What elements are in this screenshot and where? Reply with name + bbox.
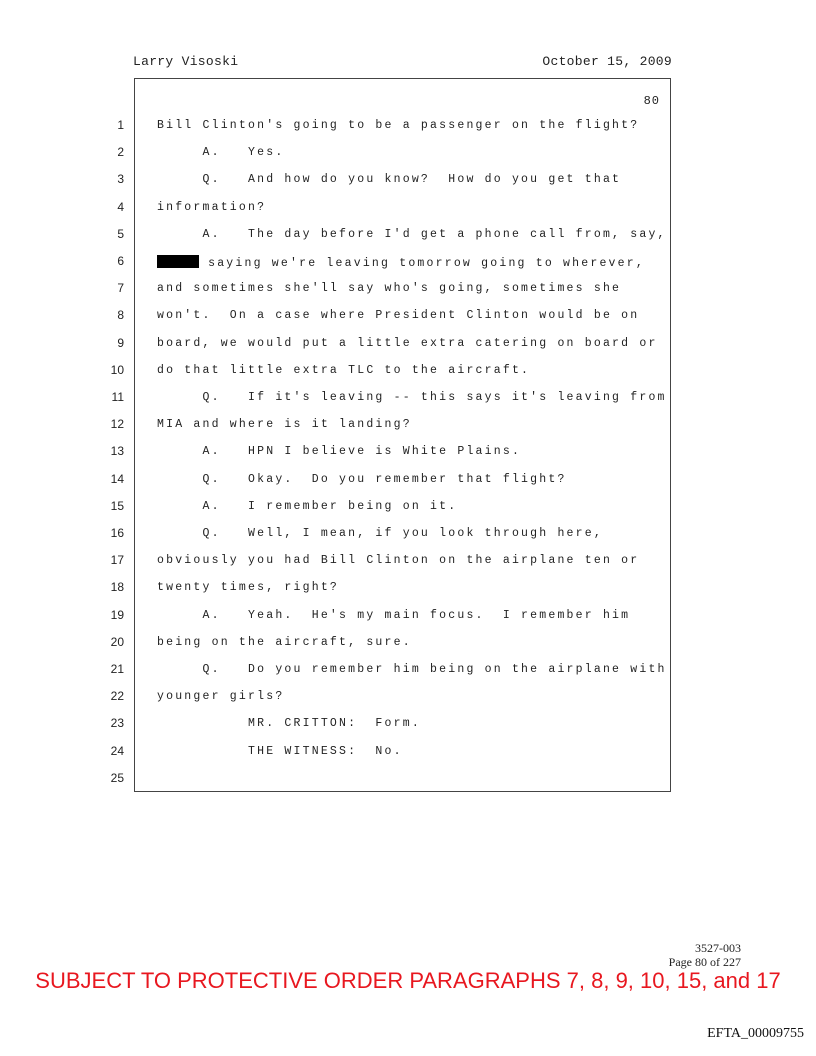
transcript-line: A. The day before I'd get a phone call from, say, <box>157 228 667 241</box>
line-number: 2 <box>117 145 124 159</box>
transcript-line: information? <box>157 201 267 214</box>
line-number: 15 <box>110 499 124 513</box>
transcript-line: twenty times, right? <box>157 581 340 594</box>
efta-document-id: EFTA_00009755 <box>707 1026 804 1041</box>
transcript-line: Q. Do you remember him being on the airplane with <box>157 663 667 676</box>
line-number: 7 <box>117 281 124 295</box>
line-number: 1 <box>117 118 124 132</box>
line-number: 6 <box>117 254 124 268</box>
line-number: 21 <box>110 662 124 676</box>
transcript-line: do that little extra TLC to the aircraft. <box>157 364 531 377</box>
redaction-box <box>157 255 199 268</box>
bates-page: Page 80 of 227 <box>668 955 741 969</box>
deponent-name: Larry Visoski <box>133 54 239 69</box>
line-number: 17 <box>110 553 124 567</box>
line-number: 9 <box>117 336 124 350</box>
transcript-line: and sometimes she'll say who's going, sometimes she <box>157 282 622 295</box>
transcript-line: being on the aircraft, sure. <box>157 636 412 649</box>
transcript-line: Q. Okay. Do you remember that flight? <box>157 473 567 486</box>
line-number: 20 <box>110 635 124 649</box>
transcript-line: Bill Clinton's going to be a passenger on the flight? <box>157 119 640 132</box>
transcript-line: A. Yeah. He's my main focus. I remember him <box>157 609 631 622</box>
transcript-line: MIA and where is it landing? <box>157 418 412 431</box>
line-number: 25 <box>110 771 124 785</box>
line-number: 24 <box>110 744 124 758</box>
transcript-line: board, we would put a little extra catering on board or <box>157 337 658 350</box>
line-number: 3 <box>117 172 124 186</box>
line-number: 14 <box>110 472 124 486</box>
line-number: 13 <box>110 444 124 458</box>
transcript-line: A. HPN I believe is White Plains. <box>157 445 522 458</box>
transcript-line: THE WITNESS: No. <box>157 745 403 758</box>
transcript-line: obviously you had Bill Clinton on the airplane ten or <box>157 554 640 567</box>
line-number: 22 <box>110 689 124 703</box>
line-number: 11 <box>111 390 124 404</box>
protective-order-notice: SUBJECT TO PROTECTIVE ORDER PARAGRAPHS 7, 8, 9, 10, 15, and 17 <box>35 968 781 993</box>
line-number: 8 <box>117 308 124 322</box>
transcript-line <box>157 255 645 270</box>
bates-code: 3527-003 <box>695 941 741 955</box>
transcript-line: MR. CRITTON: Form. <box>157 717 421 730</box>
line-number: 12 <box>110 417 124 431</box>
line-number: 10 <box>110 363 124 377</box>
transcript-line: A. I remember being on it. <box>157 500 458 513</box>
transcript-line: younger girls? <box>157 690 285 703</box>
transcript-line-text: saying we're leaving tomorrow going to wherever, <box>199 257 645 270</box>
line-number: 4 <box>117 200 124 214</box>
deposition-date: October 15, 2009 <box>542 54 672 69</box>
transcript-page-number: 80 <box>643 94 660 108</box>
line-number: 5 <box>117 227 124 241</box>
line-number: 16 <box>110 526 124 540</box>
line-number: 23 <box>110 716 124 730</box>
transcript-line: A. Yes. <box>157 146 285 159</box>
line-number: 19 <box>110 608 124 622</box>
transcript-line: Q. If it's leaving -- this says it's leaving from <box>157 391 667 404</box>
transcript-line: won't. On a case where President Clinton would be on <box>157 309 640 322</box>
line-number: 18 <box>110 580 124 594</box>
transcript-line: Q. Well, I mean, if you look through here, <box>157 527 603 540</box>
transcript-line: Q. And how do you know? How do you get that <box>157 173 622 186</box>
